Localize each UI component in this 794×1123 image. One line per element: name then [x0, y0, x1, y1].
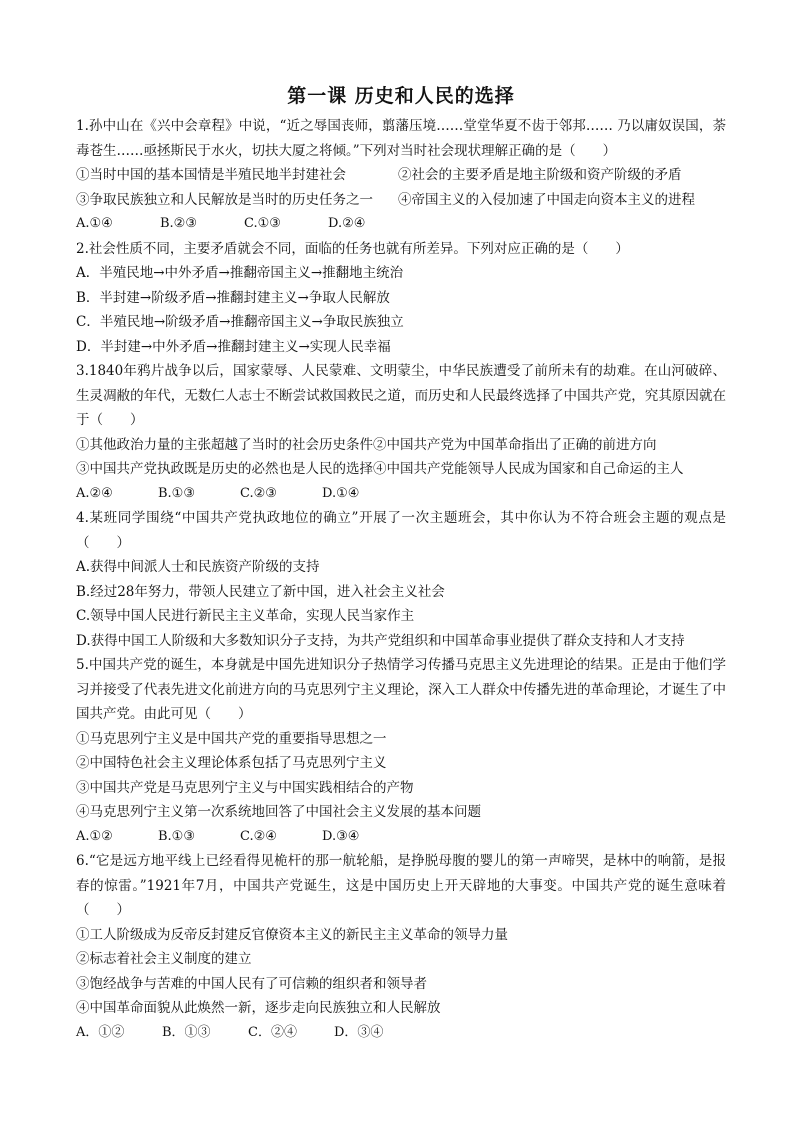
question-3-items-row-2: ③中国共产党执政既是历史的必然也是人民的选择④中国共产党能领导人民成为国家和自己命运的主人 — [76, 461, 684, 477]
question-4 — [76, 506, 726, 653]
question-3-option-d: D.①④ — [322, 485, 360, 501]
question-1 — [76, 114, 726, 237]
question-1-option-c: C.①③ — [244, 216, 281, 231]
question-5-option-b: B.①③ — [158, 828, 195, 844]
question-3 — [76, 359, 726, 506]
question-6-item-4: ④中国革命面貌从此焕然一新，逐步走向民族独立和人民解放 — [76, 1000, 441, 1016]
question-3-stem: 3.1840年鸦片战争以后，国家蒙辱、人民蒙难、文明蒙尘，中华民族遭受了前所未有的劫难。在山河破碎、生灵凋敝的年代，无数仁人志士不断尝试救国救民之道，而历史和人民最终选择了中国共产党，究其原因就在于（ ） — [76, 363, 726, 428]
question-5-options — [76, 825, 726, 850]
question-2 — [76, 237, 726, 360]
question-5-option-a: A.①② — [76, 828, 113, 844]
question-2-option-a: A．半殖民地→中外矛盾→推翻帝国主义→推翻地主统治 — [76, 265, 404, 281]
question-6-option-d: D．③④ — [334, 1024, 384, 1040]
question-5-item-3: ③中国共产党是马克思列宁主义与中国实践相结合的产物 — [76, 779, 414, 796]
question-6-options — [76, 1021, 726, 1046]
question-1-option-b: B.②③ — [160, 216, 197, 231]
question-4-option-d: D.获得中国工人阶级和大多数知识分子支持，为共产党组织和中国革命事业提供了群众支持和人才支持 — [76, 632, 685, 649]
question-2-stem: 2.社会性质不同，主要矛盾就会不同，面临的任务也就有所差异。下列对应正确的是（ ） — [76, 240, 629, 257]
question-2-option-b: B．半封建→阶级矛盾→推翻封建主义→争取人民解放 — [76, 289, 390, 306]
question-5-item-2: ②中国特色社会主义理论体系包括了马克思列宁主义 — [76, 755, 387, 771]
question-1-stem: 1.孙中山在《兴中会章程》中说，“近之辱国丧师，翦藩压境……堂堂华夏不齿于邻邦…… 乃以庸奴误国，荼毒苍生……亟拯斯民于水火，切扶大厦之将倾。”下列对当时社会现状理解正确的是（ ） — [76, 118, 726, 159]
question-6-item-3: ③饱经战争与苦难的中国人民有了可信赖的组织者和领导者 — [76, 975, 427, 992]
question-4-option-b: B.经过28年努力，带领人民建立了新中国，进入社会主义社会 — [76, 583, 445, 600]
question-1-items-row-2 — [76, 188, 726, 213]
question-4-option-c: C.领导中国人民进行新民主主义革命，实现人民当家作主 — [76, 608, 415, 624]
question-1-options — [76, 212, 726, 237]
question-2-option-c: C．半殖民地→阶级矛盾→推翻帝国主义→争取民族独立 — [76, 314, 404, 330]
question-3-option-b: B.①③ — [158, 485, 195, 501]
question-3-option-a: A.②④ — [76, 485, 113, 501]
question-1-item-1: ①当时中国的基本国情是半殖民地半封建社会 — [76, 167, 346, 183]
question-1-item-2: ②社会的主要矛盾是地主阶级和资产阶级的矛盾 — [398, 167, 682, 183]
question-1-item-4: ④帝国主义的入侵加速了中国走向资本主义的进程 — [398, 191, 695, 208]
question-6-option-b: B．①③ — [162, 1024, 211, 1040]
question-2-option-d: D．半封建→中外矛盾→推翻封建主义→实现人民幸福 — [76, 338, 391, 355]
question-6-item-1: ①工人阶级成为反帝反封建反官僚资本主义的新民主主义革命的领导力量 — [76, 926, 508, 943]
question-1-option-d: D.②④ — [328, 216, 366, 231]
question-5-option-d: D.③④ — [322, 828, 360, 844]
question-1-option-a: A.①④ — [76, 216, 113, 231]
document-page — [76, 82, 726, 1045]
question-5-stem: 5.中国共产党的诞生，本身就是中国先进知识分子热情学习传播马克思主义先进理论的结果。正是由于他们学习并接受了代表先进文化前进方向的马克思列宁主义理论，深入工人群众中传播先进的革命理论，才诞生了中国共产党。由此可见（ ） — [76, 657, 726, 722]
question-5-item-1: ①马克思列宁主义是中国共产党的重要指导思想之一 — [76, 730, 387, 747]
question-1-items-row-1 — [76, 163, 726, 188]
question-4-stem: 4.某班同学围绕“中国共产党执政地位的确立”开展了一次主题班会，其中你认为不符合班会主题的观点是（ ） — [76, 510, 726, 551]
question-3-options — [76, 482, 726, 507]
question-3-option-c: C.②③ — [240, 485, 277, 501]
question-4-option-a: A.获得中间派人士和民族资产阶级的支持 — [76, 559, 320, 575]
question-6 — [76, 849, 726, 1045]
question-5-option-c: C.②④ — [240, 828, 277, 844]
question-5 — [76, 653, 726, 849]
question-5-item-4: ④马克思列宁主义第一次系统地回答了中国社会主义发展的基本问题 — [76, 804, 481, 820]
page-title: 第一课 历史和人民的选择 — [287, 85, 515, 107]
question-6-option-a: A．①② — [76, 1024, 125, 1040]
question-6-item-2: ②标志着社会主义制度的建立 — [76, 951, 252, 967]
question-3-items-row-1: ①其他政治力量的主张超越了当时的社会历史条件②中国共产党为中国革命指出了正确的前进方向 — [76, 436, 657, 453]
question-6-stem: 6.“它是远方地平线上已经看得见桅杆的那一航轮船，是挣脱母腹的婴儿的第一声啼哭，是林中的响箭，是报春的惊雷。”1921年7月，中国共产党诞生，这是中国历史上开天辟地的大事变。中国共产党的诞生意味着（ ） — [76, 853, 726, 918]
question-6-option-c: C．②④ — [248, 1024, 297, 1040]
question-1-item-3: ③争取民族独立和人民解放是当时的历史任务之一 — [76, 191, 373, 208]
